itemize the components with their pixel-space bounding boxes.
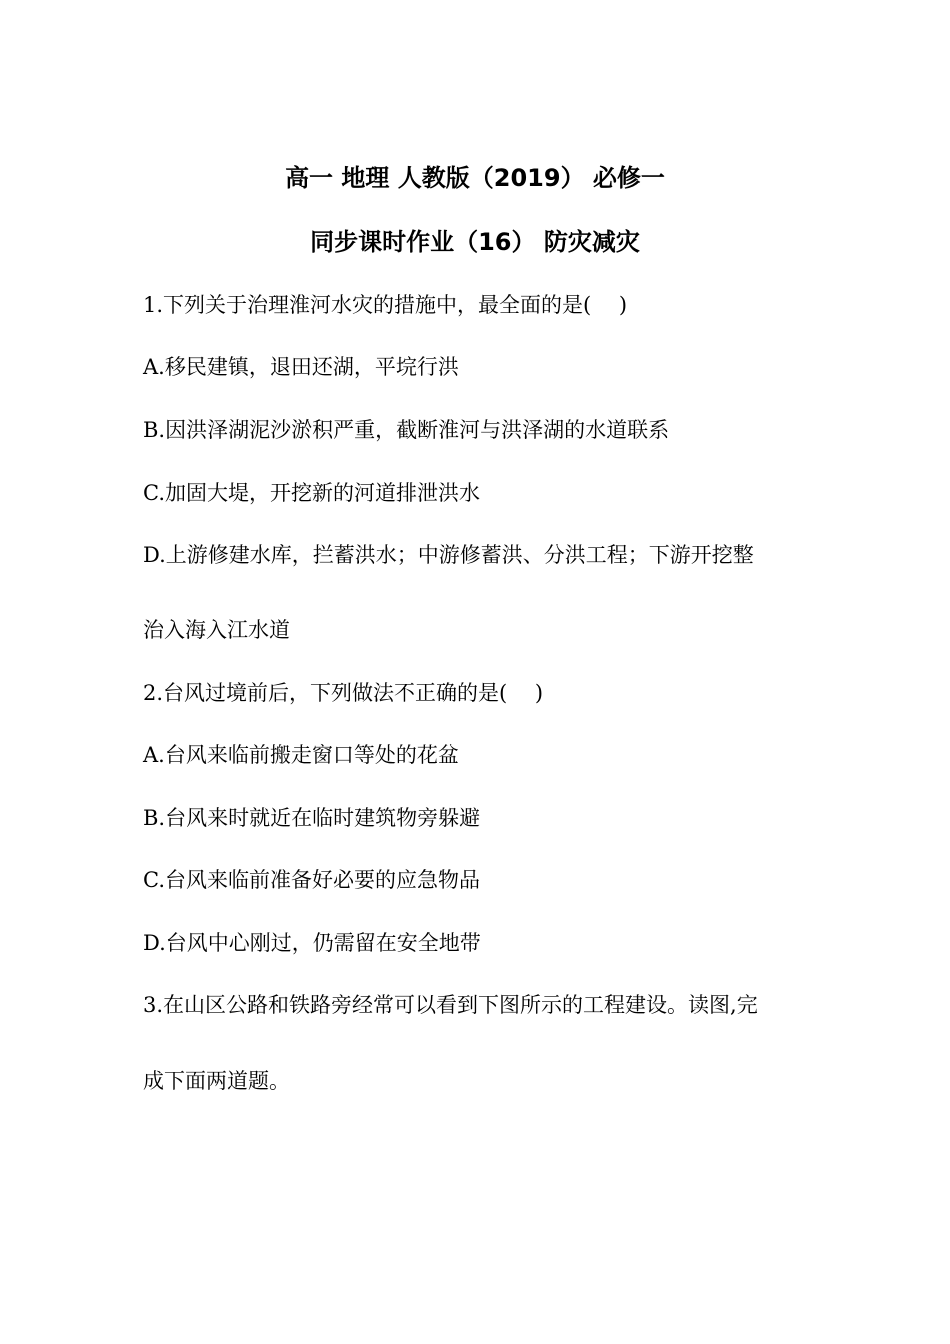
question-1-option-d-continued: 治入海入江水道	[143, 618, 290, 642]
question-1-option-d: D.上游修建水库，拦蓄洪水；中游修蓄洪、分洪工程；下游开挖整	[143, 543, 754, 567]
document-subtitle: 同步课时作业（16） 防灾减灾	[310, 228, 640, 256]
document-title: 高一 地理 人教版（2019） 必修一	[285, 164, 665, 192]
question-2-stem: 2.台风过境前后，下列做法不正确的是( )	[143, 681, 544, 705]
question-2-option-c: C.台风来临前准备好必要的应急物品	[143, 868, 480, 892]
question-2-option-b: B.台风来时就近在临时建筑物旁躲避	[143, 806, 481, 830]
question-3-stem-continued: 成下面两道题。	[143, 1069, 290, 1093]
question-1-stem: 1.下列关于治理淮河水灾的措施中，最全面的是( )	[143, 293, 628, 317]
question-1-option-b: B.因洪泽湖泥沙淤积严重，截断淮河与洪泽湖的水道联系	[143, 418, 670, 442]
question-2-option-a: A.台风来临前搬走窗口等处的花盆	[143, 743, 459, 767]
question-2-option-d: D.台风中心刚过，仍需留在安全地带	[143, 931, 481, 955]
question-1-option-a: A.移民建镇，退田还湖，平垸行洪	[143, 355, 459, 379]
question-1-option-c: C.加固大堤，开挖新的河道排泄洪水	[143, 481, 480, 505]
question-3-stem: 3.在山区公路和铁路旁经常可以看到下图所示的工程建设。读图,完	[143, 993, 758, 1017]
